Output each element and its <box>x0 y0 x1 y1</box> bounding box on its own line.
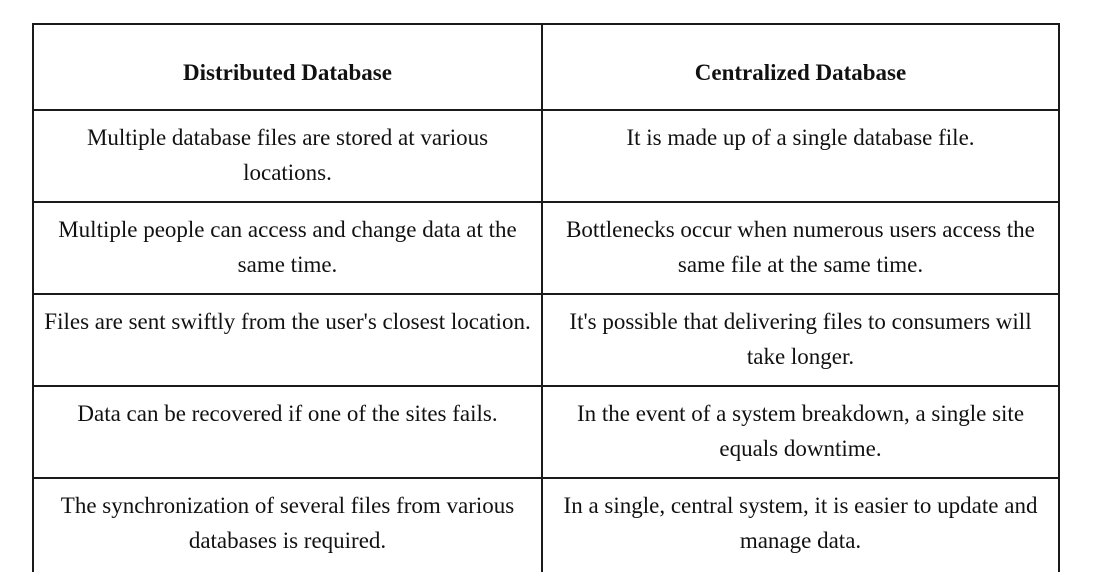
cell-distributed: The synchronization of several files from various databases is required. <box>33 478 542 572</box>
cell-distributed: Files are sent swiftly from the user's closest location. <box>33 294 542 386</box>
cell-distributed: Multiple people can access and change data at the same time. <box>33 202 542 294</box>
comparison-table <box>32 23 1060 572</box>
cell-centralized: It is made up of a single database file. <box>542 110 1059 202</box>
cell-distributed: Multiple database files are stored at various locations. <box>33 110 542 202</box>
table-row <box>33 294 1059 386</box>
cell-centralized: In the event of a system breakdown, a single site equals downtime. <box>542 386 1059 478</box>
table-row <box>33 110 1059 202</box>
table-row <box>33 386 1059 478</box>
cell-distributed: Data can be recovered if one of the sites fails. <box>33 386 542 478</box>
table-header-row <box>33 24 1059 110</box>
cell-centralized: In a single, central system, it is easier to update and manage data. <box>542 478 1059 572</box>
table-row <box>33 478 1059 572</box>
cell-centralized: Bottlenecks occur when numerous users access the same file at the same time. <box>542 202 1059 294</box>
header-centralized-database: Centralized Database <box>542 24 1059 110</box>
header-distributed-database: Distributed Database <box>33 24 542 110</box>
table-row <box>33 202 1059 294</box>
cell-centralized: It's possible that delivering files to consumers will take longer. <box>542 294 1059 386</box>
